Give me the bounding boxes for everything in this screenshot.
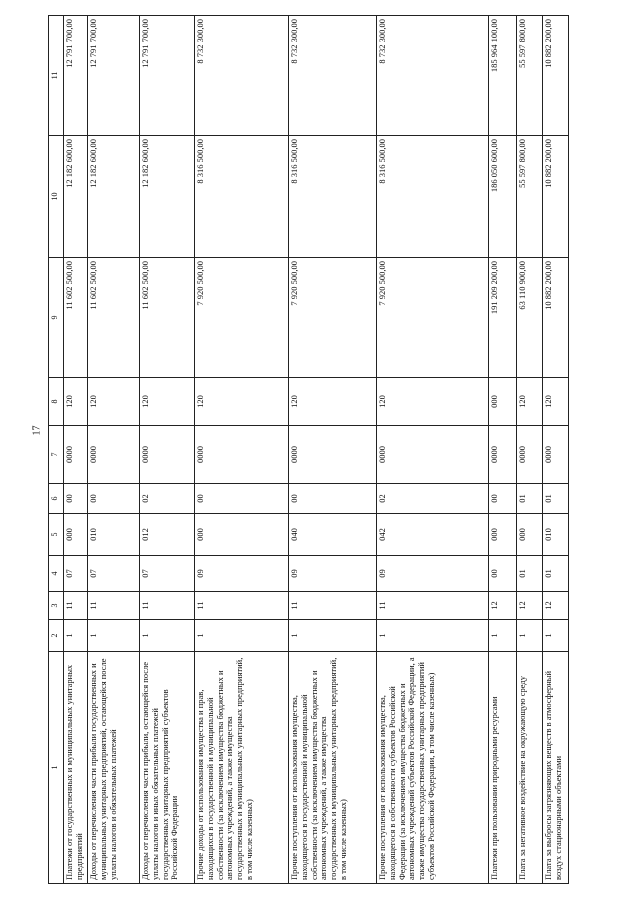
cell-col-7: 0000 — [289, 426, 377, 484]
cell-col-9: 63 110 900,00 — [517, 258, 543, 378]
cell-col-2: 1 — [377, 620, 489, 652]
row-name-cell: Прочие доходы от использования имущества и прав, находящихся в государственной и муниципальной собственности (за исключением имущества бюджетных и автономных учреждений, а также имущества государственных и муниципальных унитарных предприятий, в том числе казенных) — [195, 652, 289, 884]
cell-col-5: 000 — [195, 514, 289, 556]
column-header-5: 5 — [49, 514, 64, 556]
column-header-11: 11 — [49, 16, 64, 136]
table-row — [140, 16, 195, 884]
cell-col-10: 12 182 600,00 — [64, 136, 88, 258]
cell-col-6: 00 — [64, 484, 88, 514]
cell-col-3: 11 — [88, 592, 140, 620]
cell-col-4: 09 — [289, 556, 377, 592]
cell-col-2: 1 — [140, 620, 195, 652]
cell-col-11: 55 597 800,00 — [517, 16, 543, 136]
column-header-7: 7 — [49, 426, 64, 484]
column-header-10: 10 — [49, 136, 64, 258]
cell-col-5: 040 — [289, 514, 377, 556]
cell-col-6: 00 — [88, 484, 140, 514]
cell-col-5: 042 — [377, 514, 489, 556]
cell-col-6: 00 — [489, 484, 517, 514]
cell-col-6: 02 — [140, 484, 195, 514]
cell-col-5: 012 — [140, 514, 195, 556]
column-header-1: 1 — [49, 652, 64, 884]
cell-col-8: 120 — [140, 378, 195, 426]
table-row — [195, 16, 289, 884]
cell-col-6: 02 — [377, 484, 489, 514]
cell-col-9: 10 882 200,00 — [543, 258, 569, 378]
cell-col-4: 07 — [140, 556, 195, 592]
cell-col-7: 0000 — [140, 426, 195, 484]
table-row — [489, 16, 517, 884]
cell-col-6: 01 — [517, 484, 543, 514]
cell-col-8: 120 — [88, 378, 140, 426]
column-header-8: 8 — [49, 378, 64, 426]
cell-col-3: 11 — [140, 592, 195, 620]
cell-col-11: 12 791 700,00 — [64, 16, 88, 136]
cell-col-11: 10 882 200,00 — [543, 16, 569, 136]
cell-col-11: 185 964 100,00 — [489, 16, 517, 136]
cell-col-10: 12 182 600,00 — [88, 136, 140, 258]
cell-col-10: 186 050 600,00 — [489, 136, 517, 258]
column-header-6: 6 — [49, 484, 64, 514]
row-name-cell: Плата за выбросы загрязняющих веществ в атмосферный воздух стационарными объектами — [543, 652, 569, 884]
cell-col-2: 1 — [489, 620, 517, 652]
row-name-cell: Доходы от перечисления части прибыли государственных и муниципальных унитарных предприятий, остающейся после уплаты налогов и обязательных платежей — [88, 652, 140, 884]
cell-col-7: 0000 — [377, 426, 489, 484]
cell-col-8: 120 — [195, 378, 289, 426]
cell-col-2: 1 — [88, 620, 140, 652]
cell-col-4: 01 — [543, 556, 569, 592]
cell-col-7: 0000 — [64, 426, 88, 484]
table-row — [289, 16, 377, 884]
cell-col-9: 11 602 500,00 — [140, 258, 195, 378]
rotated-table-container — [48, 16, 620, 884]
cell-col-8: 120 — [377, 378, 489, 426]
cell-col-6: 01 — [543, 484, 569, 514]
cell-col-3: 11 — [377, 592, 489, 620]
cell-col-5: 000 — [64, 514, 88, 556]
table-row — [377, 16, 489, 884]
cell-col-10: 10 882 200,00 — [543, 136, 569, 258]
table-row — [64, 16, 88, 884]
cell-col-9: 7 920 500,00 — [377, 258, 489, 378]
cell-col-5: 010 — [543, 514, 569, 556]
page-number: 17 — [31, 425, 43, 436]
cell-col-2: 1 — [195, 620, 289, 652]
cell-col-2: 1 — [289, 620, 377, 652]
cell-col-9: 7 920 500,00 — [195, 258, 289, 378]
table-row — [88, 16, 140, 884]
cell-col-3: 12 — [517, 592, 543, 620]
cell-col-6: 00 — [289, 484, 377, 514]
cell-col-9: 11 602 500,00 — [88, 258, 140, 378]
revenue-table — [48, 15, 569, 884]
cell-col-5: 010 — [88, 514, 140, 556]
cell-col-8: 120 — [64, 378, 88, 426]
cell-col-9: 191 209 200,00 — [489, 258, 517, 378]
cell-col-8: 120 — [543, 378, 569, 426]
table-row — [543, 16, 569, 884]
cell-col-11: 12 791 700,00 — [88, 16, 140, 136]
cell-col-6: 00 — [195, 484, 289, 514]
cell-col-4: 09 — [377, 556, 489, 592]
table-body — [64, 16, 569, 884]
cell-col-4: 09 — [195, 556, 289, 592]
cell-col-3: 11 — [195, 592, 289, 620]
cell-col-3: 12 — [489, 592, 517, 620]
cell-col-5: 000 — [517, 514, 543, 556]
cell-col-10: 12 182 600,00 — [140, 136, 195, 258]
cell-col-3: 12 — [543, 592, 569, 620]
table-header — [49, 16, 64, 884]
row-name-cell: Платежи при пользовании природными ресурсами — [489, 652, 517, 884]
cell-col-5: 000 — [489, 514, 517, 556]
cell-col-11: 8 732 300,00 — [377, 16, 489, 136]
cell-col-10: 55 597 800,00 — [517, 136, 543, 258]
cell-col-3: 11 — [64, 592, 88, 620]
cell-col-4: 07 — [88, 556, 140, 592]
column-header-4: 4 — [49, 556, 64, 592]
row-name-cell: Доходы от перечисления части прибыли, остающейся после уплаты налогов и иных обязательных платежей государственных унитарных предприятий субъектов Российской Федерации — [140, 652, 195, 884]
row-name-cell: Прочие поступления от использования имущества, находящегося в государственной и муниципальной собственности (за исключением имущества бюджетных и автономных учреждений, а также имущества государственных и муниципальных унитарных предприятий, в том числе казенных) — [289, 652, 377, 884]
cell-col-2: 1 — [543, 620, 569, 652]
cell-col-7: 0000 — [489, 426, 517, 484]
row-name-cell: Платежи от государственных и муниципальных унитарных предприятий — [64, 652, 88, 884]
column-header-3: 3 — [49, 592, 64, 620]
cell-col-9: 7 920 500,00 — [289, 258, 377, 378]
cell-col-4: 01 — [517, 556, 543, 592]
cell-col-4: 00 — [489, 556, 517, 592]
cell-col-9: 11 602 500,00 — [64, 258, 88, 378]
cell-col-7: 0000 — [88, 426, 140, 484]
cell-col-8: 120 — [289, 378, 377, 426]
cell-col-8: 120 — [517, 378, 543, 426]
header-row — [49, 16, 64, 884]
table-row — [517, 16, 543, 884]
cell-col-3: 11 — [289, 592, 377, 620]
cell-col-2: 1 — [64, 620, 88, 652]
column-header-9: 9 — [49, 258, 64, 378]
row-name-cell: Прочие поступления от использования имущества, находящегося в собственности субъектов Российской Федерации (за исключением имущества бюджетных и автономных учреждений субъектов Российской Федерации, а также имущества государственных унитарных предприятий субъектов Российской Федерации, в том числе казенных) — [377, 652, 489, 884]
cell-col-4: 07 — [64, 556, 88, 592]
cell-col-10: 8 316 500,00 — [195, 136, 289, 258]
cell-col-8: 000 — [489, 378, 517, 426]
cell-col-10: 8 316 500,00 — [377, 136, 489, 258]
column-header-2: 2 — [49, 620, 64, 652]
cell-col-10: 8 316 500,00 — [289, 136, 377, 258]
cell-col-11: 12 791 700,00 — [140, 16, 195, 136]
row-name-cell: Плата за негативное воздействие на окружающую среду — [517, 652, 543, 884]
cell-col-7: 0000 — [517, 426, 543, 484]
cell-col-7: 0000 — [195, 426, 289, 484]
cell-col-7: 0000 — [543, 426, 569, 484]
cell-col-11: 8 732 300,00 — [289, 16, 377, 136]
cell-col-2: 1 — [517, 620, 543, 652]
cell-col-11: 8 732 300,00 — [195, 16, 289, 136]
